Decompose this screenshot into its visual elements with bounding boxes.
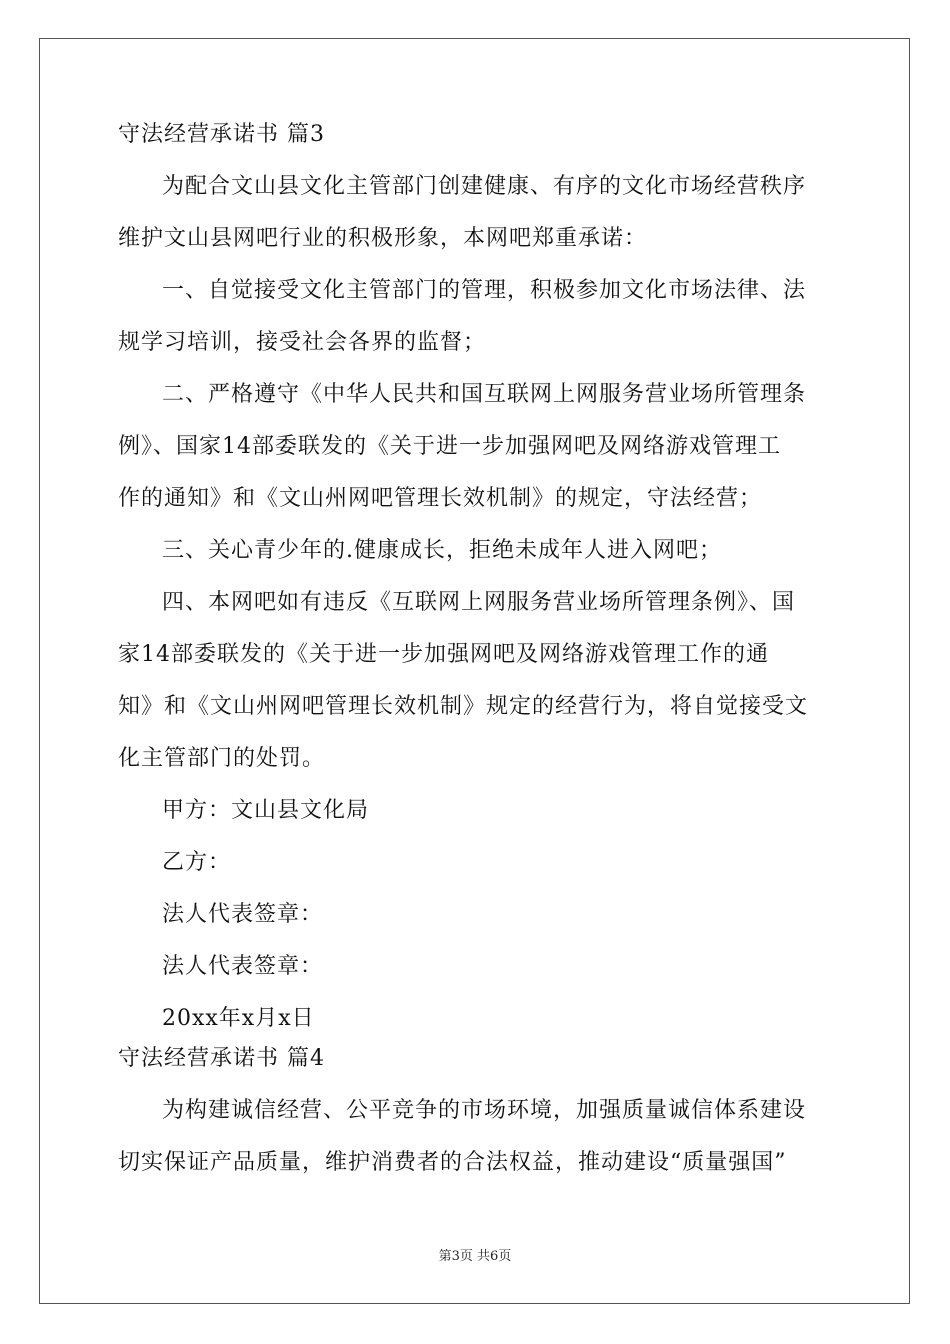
paragraph-line: 维护文山县网吧行业的积极形象，本网吧郑重承诺： bbox=[118, 226, 648, 251]
date-line bbox=[118, 1006, 832, 1032]
paragraph-line: 切实保证产品质量，维护消费者的合法权益，推动建设“质量强国” bbox=[118, 1150, 787, 1175]
paragraph-line: 三、关心青少年的.健康成长，拒绝未成年人进入网吧； bbox=[162, 538, 722, 563]
section-3-item-4 bbox=[118, 590, 832, 772]
paragraph-line: 化主管部门的处罚。 bbox=[118, 746, 326, 771]
signature-label: 法人代表签章： bbox=[162, 902, 324, 927]
paragraph-line: 作的通知》和《文山州网吧管理长效机制》的规定，守法经营； bbox=[118, 486, 763, 511]
paragraph-line: 二、严格遵守《中华人民共和国互联网上网服务营业场所管理条 bbox=[162, 382, 807, 407]
section-3-item-2 bbox=[118, 382, 832, 512]
section-3-intro bbox=[118, 174, 832, 252]
paragraph-line: 为配合文山县文化主管部门创建健康、有序的文化市场经营秩序 bbox=[162, 174, 807, 199]
party-a: 甲方：文山县文化局 bbox=[162, 798, 370, 823]
date: 20xx年x月x日 bbox=[162, 1006, 315, 1031]
signature-line-1 bbox=[118, 902, 832, 928]
paragraph-line: 家14部委联发的《关于进一步加强网吧及网络游戏管理工作的通 bbox=[118, 642, 769, 667]
paragraph-line: 知》和《文山州网吧管理长效机制》规定的经营行为，将自觉接受文 bbox=[118, 694, 809, 719]
party-b-line bbox=[118, 850, 832, 876]
party-a-line bbox=[118, 798, 832, 824]
document-body bbox=[118, 122, 832, 1202]
section-3-title: 守法经营承诺书 篇3 bbox=[118, 122, 325, 147]
section-4-intro bbox=[118, 1098, 832, 1176]
signature-label: 法人代表签章： bbox=[162, 954, 324, 979]
signature-line-2 bbox=[118, 954, 832, 980]
section-4-title: 守法经营承诺书 篇4 bbox=[118, 1046, 325, 1071]
paragraph-line: 一、自觉接受文化主管部门的管理，积极参加文化市场法律、法 bbox=[162, 278, 807, 303]
party-b: 乙方： bbox=[162, 850, 232, 875]
page-footer: 第3页 共6页 bbox=[438, 1249, 512, 1264]
paragraph-line: 四、本网吧如有违反《互联网上网服务营业场所管理条例》、国 bbox=[162, 590, 796, 615]
paragraph-line: 为构建诚信经营、公平竞争的市场环境，加强质量诚信体系建设 bbox=[162, 1098, 807, 1123]
paragraph-line: 规学习培训，接受社会各界的监督； bbox=[118, 330, 487, 355]
section-3-item-3 bbox=[118, 538, 832, 564]
section-3-item-1 bbox=[118, 278, 832, 356]
paragraph-line: 例》、国家14部委联发的《关于进一步加强网吧及网络游戏管理工 bbox=[118, 434, 781, 459]
